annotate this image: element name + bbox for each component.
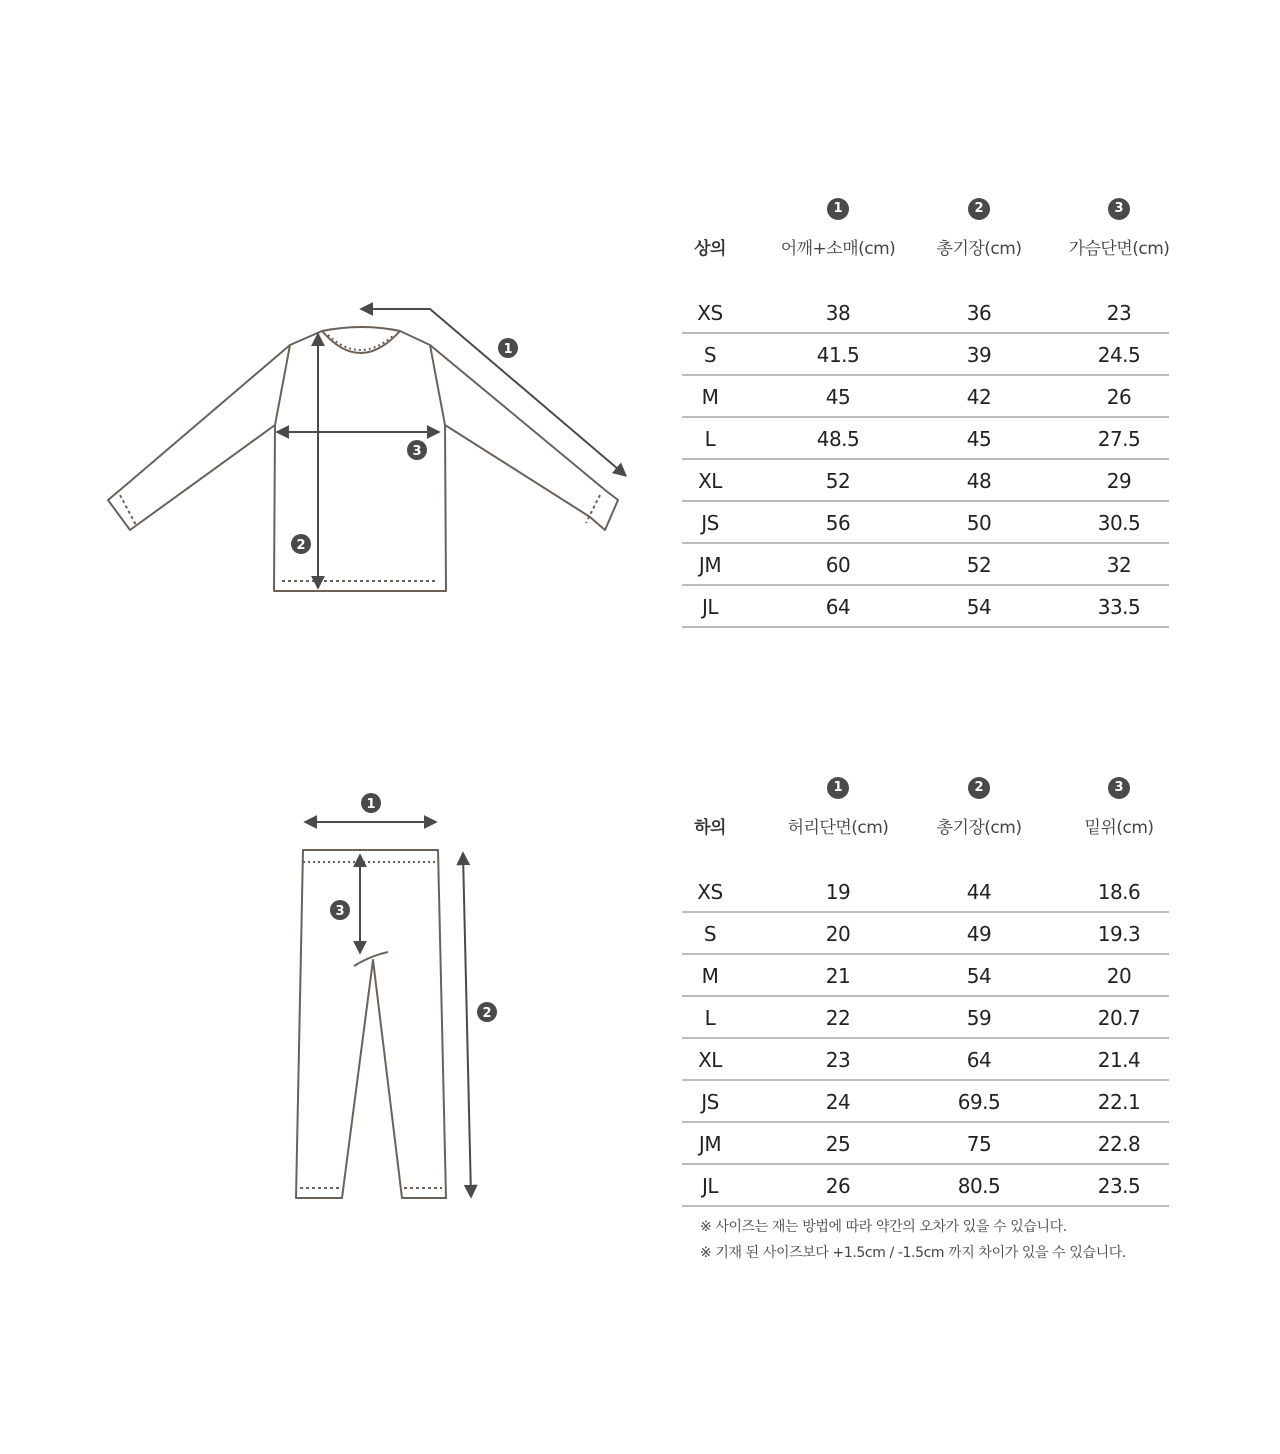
value-cell-2: 39 bbox=[966, 343, 992, 367]
value-cell-1: 48.5 bbox=[816, 427, 860, 451]
value-cell-3: 32 bbox=[1106, 553, 1132, 577]
marker-3 bbox=[330, 900, 350, 920]
value-cell-1: 56 bbox=[825, 511, 851, 535]
top-table-body bbox=[682, 292, 1169, 628]
value-cell-3: 29 bbox=[1106, 469, 1132, 493]
column-3-badge: 3 bbox=[1108, 198, 1130, 220]
value-cell-1: 60 bbox=[825, 553, 851, 577]
header-total-length: 총기장(cm) bbox=[936, 239, 1022, 259]
value-cell-3: 23 bbox=[1106, 301, 1132, 325]
bottom-header-row bbox=[682, 813, 1169, 871]
table-row bbox=[682, 502, 1169, 544]
size-cell: JL bbox=[701, 1174, 719, 1198]
marker-3 bbox=[407, 440, 427, 460]
value-cell-1: 21 bbox=[825, 964, 851, 988]
table-row bbox=[682, 334, 1169, 376]
top-table-title: 상의 bbox=[694, 239, 726, 259]
value-cell-3: 30.5 bbox=[1097, 511, 1141, 535]
value-cell-1: 19 bbox=[825, 880, 851, 904]
size-cell: S bbox=[703, 343, 717, 367]
measure-arrow-2 bbox=[463, 854, 471, 1196]
table-row bbox=[682, 1039, 1169, 1081]
value-cell-1: 45 bbox=[825, 385, 851, 409]
bottom-garment-diagram bbox=[290, 790, 520, 1210]
value-cell-2: 36 bbox=[966, 301, 992, 325]
bottom-size-table bbox=[682, 777, 1169, 1207]
table-row bbox=[682, 586, 1169, 628]
pants-outline bbox=[296, 850, 446, 1198]
table-row bbox=[682, 1165, 1169, 1207]
table-row bbox=[682, 292, 1169, 334]
header-chest-width: 가슴단면(cm) bbox=[1068, 239, 1170, 259]
size-cell: JM bbox=[698, 1132, 722, 1156]
column-1-badge: 1 bbox=[827, 777, 849, 799]
value-cell-3: 23.5 bbox=[1097, 1174, 1141, 1198]
svg-text:1: 1 bbox=[366, 797, 376, 812]
value-cell-1: 23 bbox=[825, 1048, 851, 1072]
value-cell-1: 20 bbox=[825, 922, 851, 946]
value-cell-2: 50 bbox=[966, 511, 992, 535]
header-total-length: 총기장(cm) bbox=[936, 818, 1022, 838]
column-1-badge: 1 bbox=[827, 198, 849, 220]
svg-text:3: 3 bbox=[335, 904, 345, 919]
header-rise: 밑위(cm) bbox=[1084, 818, 1154, 838]
size-cell: XL bbox=[698, 1048, 722, 1072]
size-cell: S bbox=[703, 922, 717, 946]
value-cell-2: 54 bbox=[966, 595, 992, 619]
value-cell-3: 20 bbox=[1106, 964, 1132, 988]
note-tolerance: ※ 기재 된 사이즈보다 +1.5cm / -1.5cm 까지 차이가 있을 수 있습니다. bbox=[700, 1245, 1126, 1261]
bottom-table-body bbox=[682, 871, 1169, 1207]
value-cell-3: 33.5 bbox=[1097, 595, 1141, 619]
value-cell-2: 42 bbox=[966, 385, 992, 409]
value-cell-3: 22.8 bbox=[1097, 1132, 1141, 1156]
shirt-outline bbox=[108, 327, 618, 591]
table-row bbox=[682, 1081, 1169, 1123]
value-cell-2: 59 bbox=[966, 1006, 992, 1030]
note-measurement-variance: ※ 사이즈는 재는 방법에 따라 약간의 오차가 있을 수 있습니다. bbox=[700, 1219, 1067, 1235]
size-cell: M bbox=[701, 385, 719, 409]
svg-text:1: 1 bbox=[503, 342, 513, 357]
size-notes bbox=[700, 1214, 1126, 1266]
top-header-row bbox=[682, 234, 1169, 292]
value-cell-2: 54 bbox=[966, 964, 992, 988]
bottom-badge-row bbox=[682, 777, 1169, 813]
header-shoulder-sleeve: 어깨+소매(cm) bbox=[780, 239, 896, 259]
table-row bbox=[682, 544, 1169, 586]
value-cell-2: 48 bbox=[966, 469, 992, 493]
svg-text:2: 2 bbox=[482, 1006, 492, 1021]
value-cell-2: 75 bbox=[966, 1132, 992, 1156]
value-cell-1: 38 bbox=[825, 301, 851, 325]
value-cell-3: 21.4 bbox=[1097, 1048, 1141, 1072]
value-cell-2: 45 bbox=[966, 427, 992, 451]
size-cell: JL bbox=[701, 595, 719, 619]
table-row bbox=[682, 997, 1169, 1039]
value-cell-2: 69.5 bbox=[957, 1090, 1001, 1114]
bottom-table-title: 하의 bbox=[694, 818, 726, 838]
table-row bbox=[682, 376, 1169, 418]
value-cell-2: 44 bbox=[966, 880, 992, 904]
size-cell: XS bbox=[697, 301, 723, 325]
table-row bbox=[682, 460, 1169, 502]
size-cell: XS bbox=[697, 880, 723, 904]
value-cell-2: 80.5 bbox=[957, 1174, 1001, 1198]
table-row bbox=[682, 1123, 1169, 1165]
column-2-badge: 2 bbox=[968, 777, 990, 799]
size-cell: M bbox=[701, 964, 719, 988]
top-garment-svg bbox=[100, 295, 640, 605]
value-cell-3: 19.3 bbox=[1097, 922, 1141, 946]
table-row bbox=[682, 418, 1169, 460]
size-cell: L bbox=[704, 427, 716, 451]
value-cell-3: 20.7 bbox=[1097, 1006, 1141, 1030]
value-cell-3: 26 bbox=[1106, 385, 1132, 409]
svg-text:3: 3 bbox=[412, 444, 422, 459]
value-cell-1: 24 bbox=[825, 1090, 851, 1114]
marker-1 bbox=[361, 793, 381, 813]
bottom-garment-svg bbox=[290, 790, 520, 1210]
value-cell-1: 22 bbox=[825, 1006, 851, 1030]
value-cell-3: 27.5 bbox=[1097, 427, 1141, 451]
column-2-badge: 2 bbox=[968, 198, 990, 220]
measure-arrow-1 bbox=[362, 309, 625, 475]
value-cell-3: 22.1 bbox=[1097, 1090, 1141, 1114]
value-cell-1: 52 bbox=[825, 469, 851, 493]
value-cell-3: 24.5 bbox=[1097, 343, 1141, 367]
top-badge-row bbox=[682, 198, 1169, 234]
table-row bbox=[682, 871, 1169, 913]
value-cell-2: 52 bbox=[966, 553, 992, 577]
marker-2 bbox=[291, 534, 311, 554]
header-waist-width: 허리단면(cm) bbox=[787, 818, 889, 838]
value-cell-3: 18.6 bbox=[1097, 880, 1141, 904]
table-row bbox=[682, 955, 1169, 997]
value-cell-1: 25 bbox=[825, 1132, 851, 1156]
size-cell: JS bbox=[701, 1090, 719, 1114]
marker-1 bbox=[498, 338, 518, 358]
column-3-badge: 3 bbox=[1108, 777, 1130, 799]
svg-text:2: 2 bbox=[296, 538, 306, 553]
size-cell: JS bbox=[701, 511, 719, 535]
marker-2 bbox=[477, 1002, 497, 1022]
value-cell-2: 64 bbox=[966, 1048, 992, 1072]
value-cell-1: 64 bbox=[825, 595, 851, 619]
table-row bbox=[682, 913, 1169, 955]
value-cell-1: 26 bbox=[825, 1174, 851, 1198]
size-cell: XL bbox=[698, 469, 722, 493]
size-cell: L bbox=[704, 1006, 716, 1030]
value-cell-2: 49 bbox=[966, 922, 992, 946]
value-cell-1: 41.5 bbox=[816, 343, 860, 367]
top-garment-diagram bbox=[100, 295, 640, 605]
size-cell: JM bbox=[698, 553, 722, 577]
top-size-table bbox=[682, 198, 1169, 628]
